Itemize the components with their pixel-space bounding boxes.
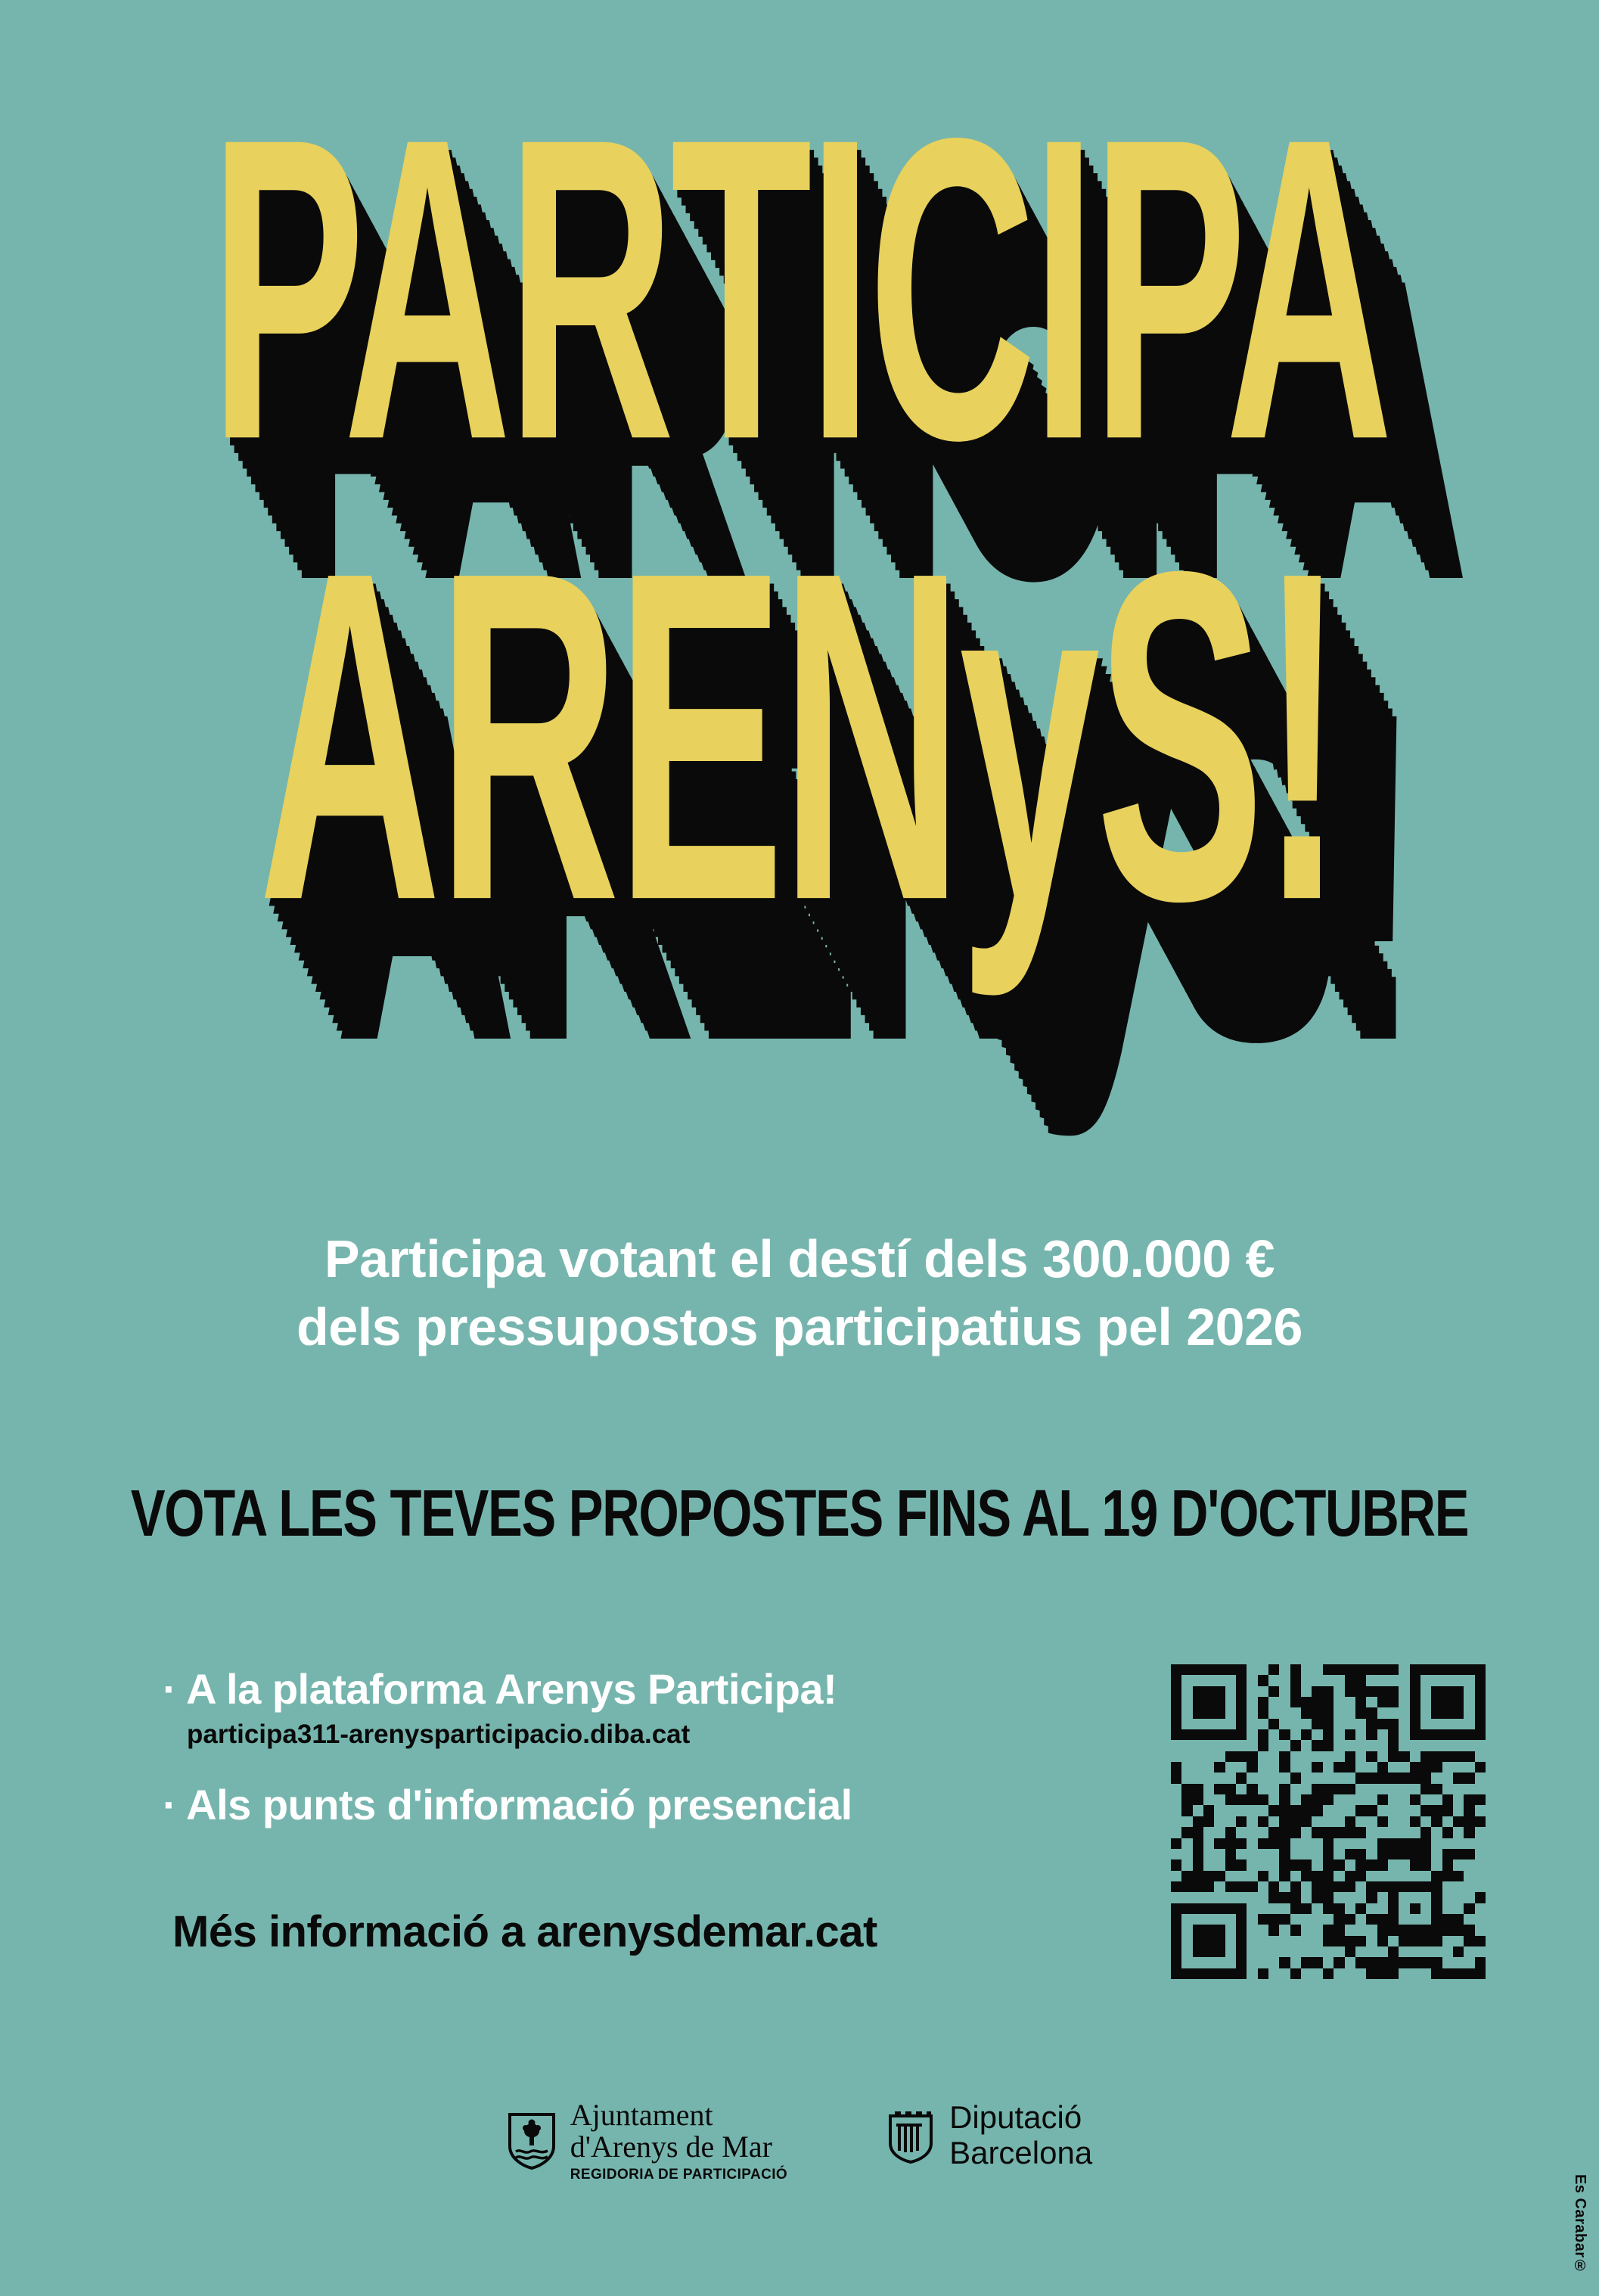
deadline-text: VOTA LES TEVES PROPOSTES FINS AL 19 D'OCTUBRE bbox=[130, 1475, 1469, 1551]
headline-line-2-upper: AREN bbox=[258, 474, 960, 999]
headline-line-2-tail: S! bbox=[1095, 474, 1341, 999]
logo-row bbox=[0, 2099, 1599, 2183]
logo-ajuntament-arenys-de-mar bbox=[507, 2099, 787, 2183]
headline-line-1: PARTICIPA bbox=[210, 48, 1389, 529]
subtitle-line-1: Participa votant el destí dels 300.000 € bbox=[324, 1229, 1275, 1288]
subtitle-line-2: dels pressupostos participatius pel 2026 bbox=[297, 1297, 1302, 1356]
diputacio-barcelona-crest-icon bbox=[886, 2105, 936, 2164]
platform-url[interactable]: participa311-arenysparticipacio.diba.cat bbox=[187, 1720, 691, 1749]
logo-ajuntament-text bbox=[570, 2099, 787, 2183]
logo-line-1: Diputació bbox=[949, 2099, 1082, 2135]
poster-headline bbox=[0, 48, 1599, 999]
list-item: · A la plataforma Arenys Participa! bbox=[163, 1665, 837, 1713]
logo-line-3: REGIDORIA DE PARTICIPACIÓ bbox=[570, 2166, 788, 2183]
info-list bbox=[163, 1664, 1070, 1832]
list-item: · Als punts d'informació presencial bbox=[163, 1781, 852, 1828]
designer-credit: Es Carabar® bbox=[1572, 2173, 1588, 2275]
logo-line-2: d'Arenys de Mar bbox=[570, 2130, 772, 2164]
qr-code[interactable] bbox=[1171, 1664, 1486, 1979]
qr-code-icon[interactable] bbox=[1171, 1664, 1486, 1979]
more-info-text[interactable]: Més informació a arenysdemar.cat bbox=[172, 1907, 877, 1956]
logo-diputacio-text bbox=[949, 2099, 1092, 2170]
logo-line-2: Barcelona bbox=[949, 2135, 1093, 2171]
logo-line-1: Ajuntament bbox=[570, 2098, 713, 2132]
logo-diputacio-barcelona bbox=[886, 2099, 1092, 2170]
headline-line-2-lower: y bbox=[959, 474, 1096, 999]
arenys-de-mar-crest-icon bbox=[507, 2111, 557, 2170]
headline-line-2 bbox=[56, 474, 1543, 999]
poster-subtitle bbox=[0, 1226, 1599, 1361]
